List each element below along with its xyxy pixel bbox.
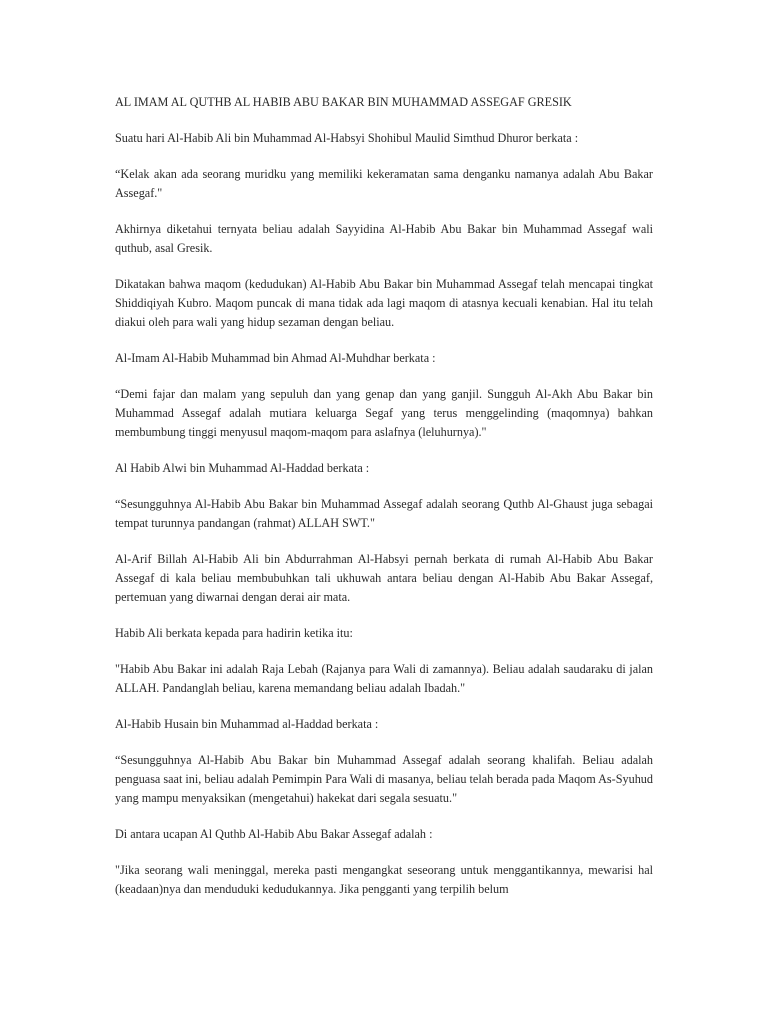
document-title: AL IMAM AL QUTHB AL HABIB ABU BAKAR BIN MUHAMMAD ASSEGAF GRESIK xyxy=(115,95,572,109)
paragraph-8: “Sesungguhnya Al-Habib Abu Bakar bin Muhammad Assegaf adalah seorang Quthb Al-Ghaust juga sebagai tempat turunnya pandangan (rahmat) ALLAH SWT." xyxy=(115,497,653,530)
paragraph-2: “Kelak akan ada seorang muridku yang memiliki kekeramatan sama denganku namanya adalah Abu Bakar Assegaf." xyxy=(115,167,653,200)
document-page xyxy=(115,93,653,916)
paragraph-7: Al Habib Alwi bin Muhammad Al-Haddad berkata : xyxy=(115,461,370,475)
paragraph-3: Akhirnya diketahui ternyata beliau adalah Sayyidina Al-Habib Abu Bakar bin Muhammad Assegaf wali quthub, asal Gresik. xyxy=(115,222,653,255)
paragraph-1: Suatu hari Al-Habib Ali bin Muhammad Al-Habsyi Shohibul Maulid Simthud Dhuror berkata : xyxy=(115,131,579,145)
paragraph-12: Al-Habib Husain bin Muhammad al-Haddad berkata : xyxy=(115,717,379,731)
paragraph-14: Di antara ucapan Al Quthb Al-Habib Abu Bakar Assegaf adalah : xyxy=(115,827,433,841)
paragraph-5: Al-Imam Al-Habib Muhammad bin Ahmad Al-Muhdhar berkata : xyxy=(115,351,436,365)
paragraph-11: "Habib Abu Bakar ini adalah Raja Lebah (Rajanya para Wali di zamannya). Beliau adalah saudaraku di jalan ALLAH. Pandanglah beliau, karena memandang beliau adalah Ibadah." xyxy=(115,662,653,695)
paragraph-4: Dikatakan bahwa maqom (kedudukan) Al-Habib Abu Bakar bin Muhammad Assegaf telah mencapai tingkat Shiddiqiyah Kubro. Maqom puncak di mana tidak ada lagi maqom di atasnya kecuali kenabian. Hal itu telah diakui oleh para wali yang hidup sezaman dengan beliau. xyxy=(115,277,653,329)
paragraph-9: Al-Arif Billah Al-Habib Ali bin Abdurrahman Al-Habsyi pernah berkata di rumah Al-Habib Abu Bakar Assegaf di kala beliau membubuhkan tali ukhuwah antara beliau dengan Al-Habib Abu Bakar Assegaf, pertemuan yang diwarnai dengan derai air mata. xyxy=(115,552,653,604)
paragraph-13: “Sesungguhnya Al-Habib Abu Bakar bin Muhammad Assegaf adalah seorang khalifah. Beliau adalah penguasa saat ini, beliau adalah Pemimpin Para Wali di masanya, beliau telah berada pada Maqom As-Syuhud yang mampu menyaksikan (mengetahui) hakekat dari segala sesuatu." xyxy=(115,753,653,805)
paragraph-10: Habib Ali berkata kepada para hadirin ketika itu: xyxy=(115,626,353,640)
paragraph-6: “Demi fajar dan malam yang sepuluh dan yang genap dan yang ganjil. Sungguh Al-Akh Abu Bakar bin Muhammad Assegaf adalah mutiara keluarga Segaf yang terus menggelinding (maqomnya) bahkan membumbung tinggi menyusul maqom-maqom para aslafnya (leluhurnya)." xyxy=(115,387,653,439)
paragraph-15: "Jika seorang wali meninggal, mereka pasti mengangkat seseorang untuk menggantikannya, mewarisi hal (keadaan)nya dan menduduki kedudukannya. Jika pengganti yang terpilih belum xyxy=(115,863,653,896)
